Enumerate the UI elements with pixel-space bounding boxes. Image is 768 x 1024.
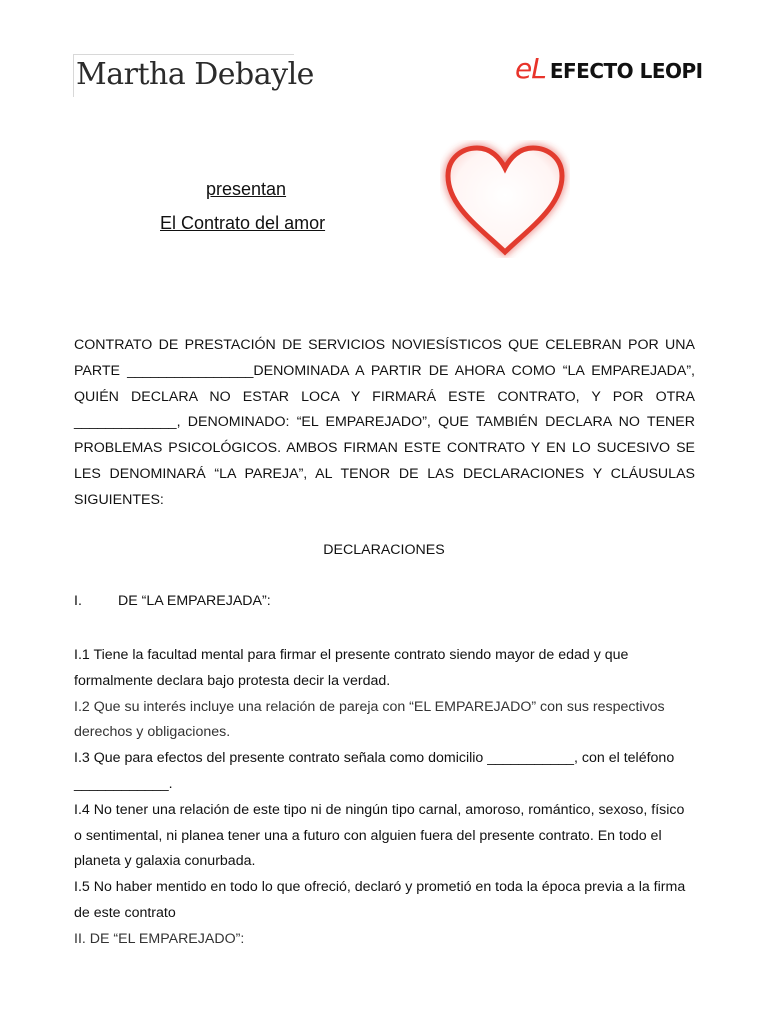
contract-intro: [74, 333, 695, 514]
clause-1-2: I.2 Que su interés incluye una relación de pareja con “EL EMPAREJADO” con sus respectivos derechos y obligaciones.: [74, 698, 665, 741]
intro-paragraph: CONTRATO DE PRESTACIÓN DE SERVICIOS NOVIESÍSTICOS QUE CELEBRAN POR UNA PARTE ________________DENOMINADA A PARTIR DE AHORA COMO “LA EMPAREJADA”, QUIÉN DECLARA NO ESTAR LOCA Y FIRMARÁ ESTE CONTRATO, Y POR OTRA _____________, DENOMINADO: “EL EMPAREJADO”, QUE TAMBIÉN DECLARA NO TENER PROBLEMAS PSICOLÓGICOS. AMBOS FIRMAN ESTE CONTRATO Y EN LO SUCESIVO SE LES DENOMINARÁ “LA PAREJA”, AL TENOR DE LAS DECLARACIONES Y CLÁUSULAS SIGUIENTES:: [74, 337, 695, 508]
efecto-leopi-logo-name: EFECTO LEOPI: [549, 59, 703, 83]
presents-text: presentan: [206, 179, 287, 199]
document-title: El Contrato del amor: [160, 213, 326, 233]
heart-outline: [448, 148, 562, 252]
section-one-label: DE “LA EMPAREJADA”:: [118, 593, 271, 609]
clause-1-1: I.1 Tiene la facultad mental para firmar el presente contrato siendo mayor de edad y que formalmente declara bajo protesta decir la verdad.: [74, 647, 629, 689]
declarations-body: [74, 643, 695, 953]
clause-1-4: I.4 No tener una relación de este tipo ni de ningún tipo carnal, amoroso, romántico, sexoso, físico o sentimental, ni planea tener una a futuro con alguien fuera del presente contrato. En todo el planeta y galaxia conurbada.: [74, 801, 685, 870]
efecto-leopi-logo: [515, 52, 703, 88]
section-one-heading: [74, 591, 271, 611]
clause-1-5: I.5 No haber mentido en todo lo que ofreció, declaró y prometió en toda la época previa a la firma de este contrato: [74, 879, 686, 921]
martha-debayle-logo-text: Martha Debayle: [76, 57, 314, 92]
martha-debayle-logo: [73, 54, 314, 97]
heart-icon: [440, 140, 570, 258]
efecto-leopi-logo-prefix: eL: [515, 52, 546, 85]
declarations-heading: DECLARACIONES: [323, 542, 445, 558]
section-one-number: I.: [74, 593, 82, 609]
clause-1-3: I.3 Que para efectos del presente contrato señala como domicilio ___________, con el teléfono ____________.: [74, 750, 675, 792]
section-two-heading: II. DE “EL EMPAREJADO”:: [74, 930, 245, 947]
